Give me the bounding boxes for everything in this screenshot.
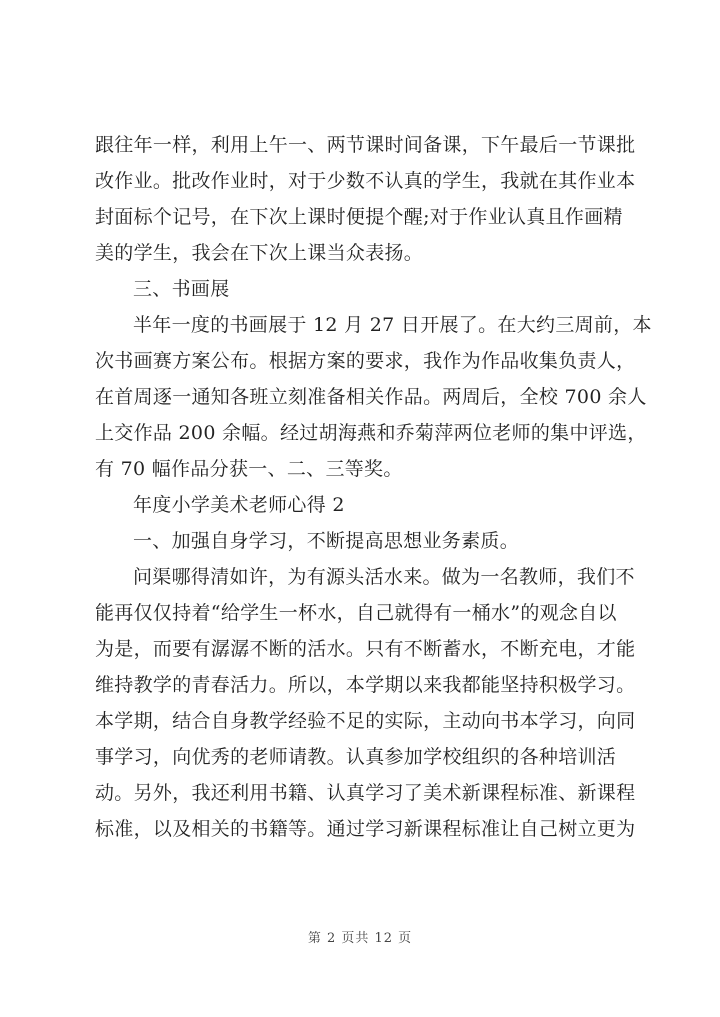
paragraph-line: 能再仅仅持着“给学生一杯水，自己就得有一桶水”的观念自以 bbox=[95, 602, 617, 624]
paragraph-line: 上交作品 200 余幅。经过胡海燕和乔菊萍两位老师的集中评选， bbox=[95, 422, 647, 444]
paragraph-line: 半年一度的书画展于 12 月 27 日开展了。在大约三周前，本 bbox=[133, 314, 652, 336]
paragraph-line: 问渠哪得清如许，为有源头活水来。做为一名教师，我们不 bbox=[133, 566, 635, 588]
paragraph-line: 本学期，结合自身教学经验不足的实际，主动向书本学习，向同 bbox=[95, 710, 636, 732]
section-heading: 一、加强自身学习，不断提高思想业务素质。 bbox=[133, 530, 520, 552]
paragraph-line: 标准，以及相关的书籍等。通过学习新课程标准让自己树立更为 bbox=[95, 818, 636, 840]
paragraph-line: 维持教学的青春活力。所以，本学期以来我都能坚持积极学习。 bbox=[95, 674, 636, 696]
section-heading: 三、书画展 bbox=[133, 278, 230, 300]
section-title: 年度小学美术老师心得 2 bbox=[133, 494, 345, 516]
paragraph-line: 跟往年一样，利用上午一、两节课时间备课，下午最后一节课批 bbox=[95, 134, 636, 156]
page-number: 第 2 页共 12 页 bbox=[307, 931, 413, 946]
paragraph-line: 改作业。批改作业时，对于少数不认真的学生，我就在其作业本 bbox=[95, 170, 636, 192]
paragraph-line: 为是，而要有潺潺不断的活水。只有不断蓄水，不断充电，才能 bbox=[95, 638, 636, 660]
paragraph-line: 事学习，向优秀的老师请教。认真参加学校组织的各种培训活 bbox=[95, 746, 617, 768]
paragraph-line: 有 70 幅作品分获一、二、三等奖。 bbox=[95, 458, 403, 480]
paragraph-line: 封面标个记号，在下次上课时便提个醒;对于作业认真且作画精 bbox=[95, 206, 623, 228]
paragraph-line: 动。另外，我还利用书籍、认真学习了美术新课程标准、新课程 bbox=[95, 782, 636, 804]
paragraph-line: 在首周逐一通知各班立刻准备相关作品。两周后，全校 700 余人 bbox=[95, 386, 647, 408]
paragraph-line: 美的学生，我会在下次上课当众表扬。 bbox=[95, 242, 424, 264]
paragraph-line: 次书画赛方案公布。根据方案的要求，我作为作品收集负责人， bbox=[95, 350, 636, 372]
